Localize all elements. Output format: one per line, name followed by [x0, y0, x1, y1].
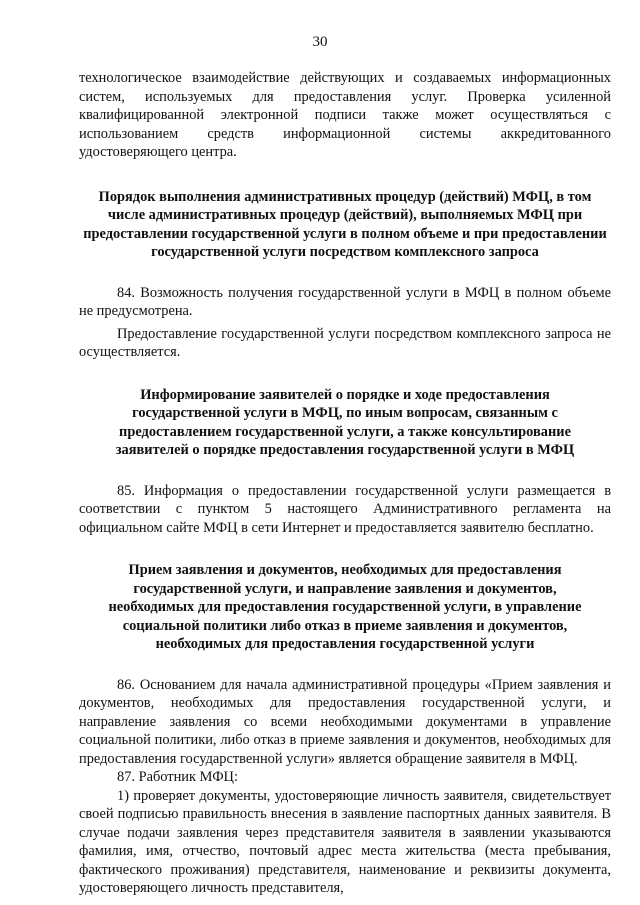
paragraph-86: 86. Основанием для начала административной процедуры «Прием заявления и документов, необходимых для предоставления государственной услуги, и направление заявления со всеми необходимыми документами в управление социальной политики, либо отказ в приеме заявления и документов, необходимых для предоставления государственной услуги» является обращение заявителя в МФЦ.	[79, 676, 611, 767]
document-body	[79, 69, 611, 898]
section-heading-reception: Прием заявления и документов, необходимых для предоставления государственной услуги, и направление заявления и документов, необходимых для предоставления государственной услуги, в управление социальной политики либо отказ в приеме заявления и документов, необходимых для предоставления государственной услуги	[108, 562, 582, 652]
section-heading-procedures: Порядок выполнения административных процедур (действий) МФЦ, в том числе административных процедур (действий), выполняемых МФЦ при предоставлении государственной услуги в полном объеме и при предоставлении государственной услуги посредством комплексного запроса	[83, 188, 607, 260]
paragraph-85: 85. Информация о предоставлении государственной услуги размещается в соответствии с пунктом 5 настоящего Административного регламента на официальном сайте МФЦ в сети Интернет и предоставляется заявителю бесплатно.	[79, 482, 611, 536]
paragraph-84-complex-request: Предоставление государственной услуги посредством комплексного запроса не осуществляется.	[79, 325, 611, 360]
page-number: 30	[312, 34, 328, 50]
paragraph-87: 87. Работник МФЦ:	[117, 769, 238, 785]
paragraph-87-item-1: 1) проверяет документы, удостоверяющие личность заявителя, свидетельствует своей подписью правильность внесения в заявление паспортных данных заявителя. В случае подачи заявления через представителя заявителя в заявлении указываются фамилия, имя, отчество, почтовый адрес места жительства (места пребывания, фактического проживания) представителя, наименование и реквизиты документа, удостоверяющего личность представителя,	[79, 787, 611, 896]
intro-paragraph: технологическое взаимодействие действующих и создаваемых информационных систем, используемых для предоставления услуг. Проверка усиленной квалифицированной электронной подписи также может осуществляться с использованием средств информационной системы аккредитованного удостоверяющего центра.	[79, 70, 611, 160]
paragraph-84: 84. Возможность получения государственной услуги в МФЦ в полном объеме не предусмотрена.	[79, 284, 611, 319]
section-heading-informing: Информирование заявителей о порядке и ходе предоставления государственной услуги в МФЦ, по иным вопросам, связанным с предоставлением государственной услуги, а также консультирование заявителей о порядке предоставления государственной услуги в МФЦ	[115, 386, 575, 458]
